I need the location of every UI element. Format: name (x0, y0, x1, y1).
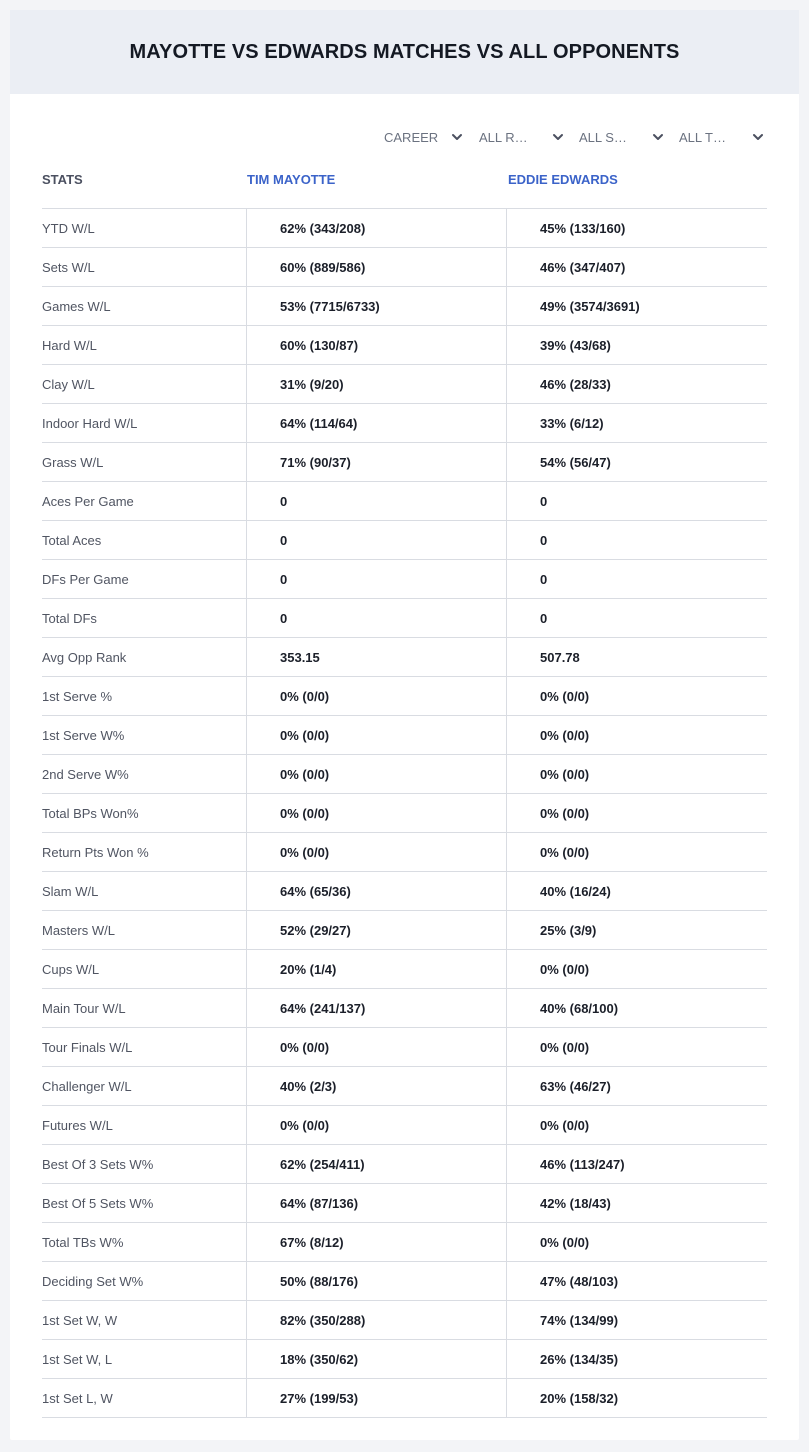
player1-link[interactable]: TIM MAYOTTE (247, 172, 336, 187)
player2-stat-value: 0 (540, 610, 548, 626)
table-header (42, 170, 767, 208)
filter-tournament-dropdown[interactable] (679, 126, 765, 148)
stats-card (10, 10, 799, 1440)
chevron-down-icon (751, 130, 765, 144)
stat-label: Best Of 5 Sets W% (42, 1195, 154, 1211)
filter-bar (10, 126, 799, 148)
table-row (42, 209, 767, 248)
player2-stat-value: 40% (68/100) (540, 1000, 619, 1016)
stat-label: Tour Finals W/L (42, 1039, 133, 1055)
player1-stat-value: 64% (65/36) (246, 872, 507, 911)
table-row (42, 1184, 767, 1223)
stats-table (42, 170, 767, 1418)
stat-label: Futures W/L (42, 1117, 113, 1133)
table-row (42, 950, 767, 989)
stat-label: 1st Set L, W (42, 1390, 113, 1406)
filter-period-dropdown[interactable] (384, 126, 464, 148)
player2-stat-value: 45% (133/160) (540, 220, 626, 236)
player2-stat-value: 507.78 (540, 649, 580, 665)
player1-stat-value: 64% (87/136) (246, 1184, 507, 1223)
stat-label: DFs Per Game (42, 571, 129, 587)
player1-stat-value: 27% (199/53) (246, 1379, 507, 1418)
stat-label: Main Tour W/L (42, 1000, 126, 1016)
player2-stat-value: 0 (540, 493, 548, 509)
table-row (42, 872, 767, 911)
table-row (42, 677, 767, 716)
stat-label: 1st Set W, W (42, 1312, 118, 1328)
player1-stat-value: 353.15 (246, 638, 507, 677)
player2-stat-value: 0% (0/0) (540, 805, 590, 821)
table-row (42, 1340, 767, 1379)
table-row (42, 521, 767, 560)
player1-stat-value: 0% (0/0) (246, 755, 507, 794)
player1-stat-value: 31% (9/20) (246, 365, 507, 404)
player1-stat-value: 62% (343/208) (246, 209, 507, 248)
table-row (42, 638, 767, 677)
player1-stat-value: 62% (254/411) (246, 1145, 507, 1184)
player2-stat-value: 0% (0/0) (540, 727, 590, 743)
player2-stat-value: 0% (0/0) (540, 688, 590, 704)
player1-stat-value: 0% (0/0) (246, 1106, 507, 1145)
chevron-down-icon (450, 130, 464, 144)
table-row (42, 443, 767, 482)
stat-label: YTD W/L (42, 220, 95, 236)
stat-label: Clay W/L (42, 376, 95, 392)
player2-stat-value: 49% (3574/3691) (540, 298, 640, 314)
table-row (42, 794, 767, 833)
stat-label: 2nd Serve W% (42, 766, 129, 782)
stat-label: Return Pts Won % (42, 844, 149, 860)
player2-link[interactable]: EDDIE EDWARDS (508, 172, 618, 187)
table-row (42, 599, 767, 638)
player1-stat-value: 0% (0/0) (246, 794, 507, 833)
player2-stat-value: 26% (134/35) (540, 1351, 619, 1367)
table-row (42, 1301, 767, 1340)
table-row (42, 1028, 767, 1067)
player2-stat-value: 46% (347/407) (540, 259, 626, 275)
player1-stat-value: 60% (889/586) (246, 248, 507, 287)
table-row (42, 755, 767, 794)
player2-stat-value: 33% (6/12) (540, 415, 604, 431)
filter-label: ALL S… (579, 129, 627, 145)
table-row (42, 989, 767, 1028)
stat-label: Total DFs (42, 610, 97, 626)
stats-column-header: STATS (42, 172, 83, 187)
player2-stat-value: 0 (540, 571, 548, 587)
player2-stat-value: 54% (56/47) (540, 454, 611, 470)
chevron-down-icon (651, 130, 665, 144)
player1-stat-value: 0% (0/0) (246, 677, 507, 716)
table-row (42, 1106, 767, 1145)
player2-stat-value: 25% (3/9) (540, 922, 597, 938)
table-row (42, 1262, 767, 1301)
stat-label: 1st Serve % (42, 688, 113, 704)
stat-label: Deciding Set W% (42, 1273, 144, 1289)
filter-label: ALL T… (679, 129, 726, 145)
player2-stat-value: 0 (540, 532, 548, 548)
card-header (10, 10, 799, 94)
stat-label: 1st Serve W% (42, 727, 125, 743)
stat-label: Cups W/L (42, 961, 100, 977)
player1-stat-value: 18% (350/62) (246, 1340, 507, 1379)
stat-label: Grass W/L (42, 454, 104, 470)
stat-label: 1st Set W, L (42, 1351, 113, 1367)
stat-label: Avg Opp Rank (42, 649, 127, 665)
filter-label: CAREER (384, 129, 439, 145)
stat-label: Games W/L (42, 298, 111, 314)
player2-stat-value: 0% (0/0) (540, 844, 590, 860)
player1-stat-value: 50% (88/176) (246, 1262, 507, 1301)
player1-stat-value: 52% (29/27) (246, 911, 507, 950)
table-row (42, 1067, 767, 1106)
player2-stat-value: 0% (0/0) (540, 1234, 590, 1250)
stat-label: Total TBs W% (42, 1234, 124, 1250)
player2-stat-value: 0% (0/0) (540, 766, 590, 782)
table-row (42, 404, 767, 443)
player1-stat-value: 20% (1/4) (246, 950, 507, 989)
player1-stat-value: 0% (0/0) (246, 833, 507, 872)
table-row (42, 1145, 767, 1184)
table-row (42, 248, 767, 287)
player1-stat-value: 71% (90/37) (246, 443, 507, 482)
table-row (42, 833, 767, 872)
filter-surface-dropdown[interactable] (579, 126, 665, 148)
table-row (42, 1223, 767, 1262)
table-row (42, 365, 767, 404)
stat-label: Sets W/L (42, 259, 95, 275)
stat-label: Slam W/L (42, 883, 99, 899)
player1-stat-value: 0 (246, 521, 507, 560)
player2-stat-value: 40% (16/24) (540, 883, 611, 899)
player1-stat-value: 82% (350/288) (246, 1301, 507, 1340)
table-row (42, 326, 767, 365)
player1-stat-value: 60% (130/87) (246, 326, 507, 365)
table-row (42, 287, 767, 326)
table-body (42, 208, 767, 1418)
filter-label: ALL R… (479, 129, 528, 145)
player1-stat-value: 0 (246, 482, 507, 521)
stat-label: Challenger W/L (42, 1078, 132, 1094)
player2-stat-value: 47% (48/103) (540, 1273, 619, 1289)
player1-stat-value: 64% (114/64) (246, 404, 507, 443)
player1-stat-value: 64% (241/137) (246, 989, 507, 1028)
player1-stat-value: 40% (2/3) (246, 1067, 507, 1106)
player2-stat-value: 0% (0/0) (540, 1039, 590, 1055)
table-row (42, 482, 767, 521)
player2-stat-value: 46% (113/247) (540, 1156, 625, 1172)
player2-stat-value: 0% (0/0) (540, 961, 590, 977)
table-row (42, 1379, 767, 1418)
player1-stat-value: 0% (0/0) (246, 1028, 507, 1067)
stat-label: Total Aces (42, 532, 102, 548)
chevron-down-icon (551, 130, 565, 144)
stat-label: Indoor Hard W/L (42, 415, 138, 431)
player1-stat-value: 67% (8/12) (246, 1223, 507, 1262)
player1-stat-value: 53% (7715/6733) (246, 287, 507, 326)
stat-label: Best Of 3 Sets W% (42, 1156, 154, 1172)
stat-label: Total BPs Won% (42, 805, 139, 821)
stat-label: Masters W/L (42, 922, 115, 938)
player2-stat-value: 20% (158/32) (540, 1390, 619, 1406)
player2-stat-value: 63% (46/27) (540, 1078, 611, 1094)
player2-stat-value: 39% (43/68) (540, 337, 611, 353)
table-row (42, 560, 767, 599)
player1-stat-value: 0 (246, 560, 507, 599)
stat-label: Hard W/L (42, 337, 97, 353)
player1-stat-value: 0 (246, 599, 507, 638)
player1-stat-value: 0% (0/0) (246, 716, 507, 755)
stat-label: Aces Per Game (42, 493, 134, 509)
player2-stat-value: 74% (134/99) (540, 1312, 619, 1328)
table-row (42, 716, 767, 755)
table-row (42, 911, 767, 950)
page-title: MAYOTTE VS EDWARDS MATCHES VS ALL OPPONENTS (129, 40, 680, 63)
player2-stat-value: 46% (28/33) (540, 376, 611, 392)
player2-stat-value: 42% (18/43) (540, 1195, 611, 1211)
filter-round-dropdown[interactable] (479, 126, 565, 148)
player2-stat-value: 0% (0/0) (540, 1117, 590, 1133)
